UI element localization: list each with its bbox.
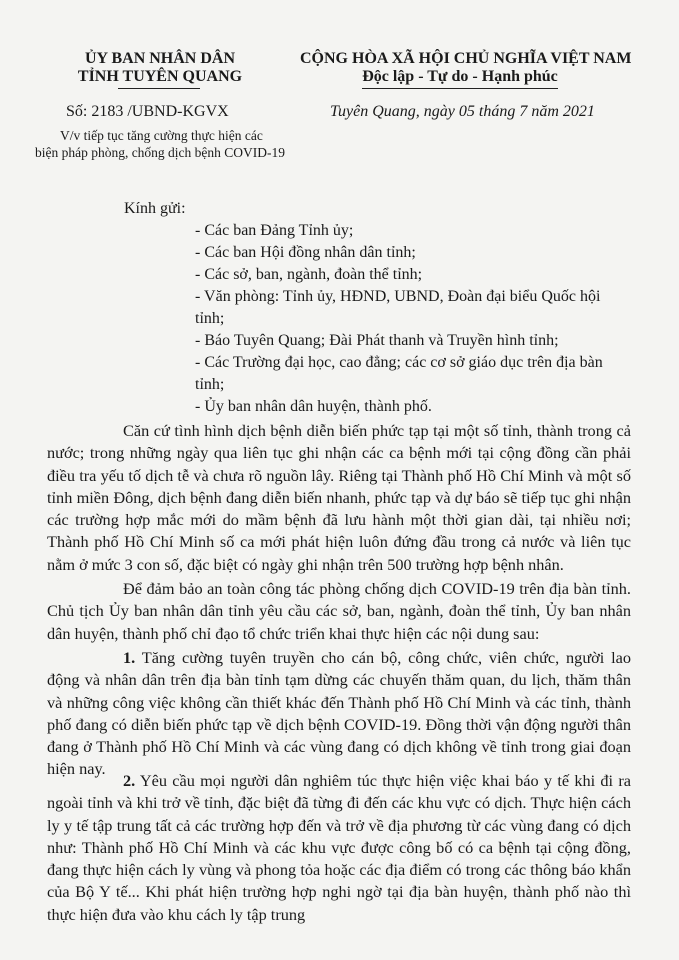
place-date: Tuyên Quang, ngày 05 tháng 7 năm 2021	[330, 103, 595, 120]
issuer-line2: TỈNH TUYÊN QUANG	[77, 68, 243, 85]
recipient-item: - Văn phòng: Tỉnh ủy, HĐND, UBND, Đoàn đại biểu Quốc hội	[195, 288, 601, 305]
item-text: Tăng cường tuyên truyền cho cán bộ, công chức, viên chức, người lao động và nhân dân trên địa bàn tỉnh tạm dừng các chuyến thăm quan, du lịch, thăm thân và những công việc không cần thiết khác đến Thành phố Hồ Chí Minh và các tỉnh, thành phố đang có diễn biến phức tạp về dịch bệnh COVID-19. Đồng thời vận động người thân đang ở Thành phố Hồ Chí Minh và các vùng đang có dịch không về tỉnh trong giai đoạn hiện nay.	[47, 648, 631, 779]
paragraph-context: Căn cứ tình hình dịch bệnh diễn biến phức tạp tại một số tỉnh, thành trong cả nước; trong những ngày qua liên tục ghi nhận các ca bệnh mới tại cộng đồng cần phải điều tra yếu tố dịch tễ và chưa rõ nguồn lây. Riêng tại Thành phố Hồ Chí Minh và một số tỉnh miền Đông, dịch bệnh đang diễn biến nhanh, phức tạp và dự báo sẽ tiếp tục ghi nhận các trường hợp mắc mới do mầm bệnh đã lưu hành một thời gian dài, tại nhiều nơi; Thành phố Hồ Chí Minh số ca mới phát hiện luôn đứng đầu trong cả nước và liên tục nằm ở mức 3 con số, đặc biệt có ngày ghi nhận trên 500 trường hợp bệnh nhân.	[47, 421, 631, 574]
paragraph-item-1	[47, 647, 631, 781]
item-text: Yêu cầu mọi người dân nghiêm túc thực hiện việc khai báo y tế khi đi ra ngoài tỉnh và khi trở về tỉnh, đặc biệt đã từng đi đến các khu vực có dịch. Thực hiện cách ly y tế tập trung tất cả các trường hợp đến và trở về địa phương từ các vùng đang có dịch như: Thành phố Hồ Chí Minh và các khu vực được công bố có ca bệnh tại cộng đồng, đang thực hiện cách ly vùng và phong tỏa hoặc các địa điểm có trong các thông báo khẩn của Bộ Y tế... Khi phát hiện trường hợp nghi ngờ tại địa bàn huyện, thành phố nào thì thực hiện đưa vào khu cách ly tập trung	[47, 771, 631, 924]
recipient-item: - Ủy ban nhân dân huyện, thành phố.	[195, 398, 432, 415]
recipient-item: tỉnh;	[195, 376, 225, 393]
recipient-item: tỉnh;	[195, 310, 225, 327]
recipient-item: - Các ban Hội đồng nhân dân tỉnh;	[195, 244, 416, 261]
item-number: 1.	[123, 648, 136, 667]
recipient-item: - Báo Tuyên Quang; Đài Phát thanh và Truyền hình tỉnh;	[195, 332, 559, 349]
item-number: 2.	[123, 771, 136, 790]
issuer-underline	[118, 88, 200, 89]
recipient-item: - Các sở, ban, ngành, đoàn thể tỉnh;	[195, 266, 423, 283]
greeting: Kính gửi:	[124, 200, 186, 217]
recipient-item: - Các Trường đại học, cao đẳng; các cơ sở giáo dục trên địa bàn	[195, 354, 603, 371]
national-title: CỘNG HÒA XÃ HỘI CHỦ NGHĨA VIỆT NAM	[300, 50, 632, 67]
paragraph-item-2	[47, 770, 631, 926]
national-motto: Độc lập - Tự do - Hạnh phúc	[362, 68, 558, 85]
subject-line2: biện pháp phòng, chống dịch bệnh COVID-19	[34, 145, 286, 160]
recipient-item: - Các ban Đảng Tỉnh ủy;	[195, 222, 354, 239]
motto-underline	[362, 88, 558, 89]
document-number: Số: 2183 /UBND-KGVX	[66, 103, 229, 120]
subject-line1: V/v tiếp tục tăng cường thực hiện các	[60, 128, 263, 143]
paragraph-directive: Để đảm bảo an toàn công tác phòng chống dịch COVID-19 trên địa bàn tỉnh. Chủ tịch Ủy ban nhân dân tỉnh yêu cầu các sở, ban, ngành, đoàn thể tỉnh, Ủy ban nhân dân huyện, thành phố chỉ đạo tổ chức triển khai thực hiện các nội dung sau:	[47, 579, 631, 643]
issuer-line1: ỦY BAN NHÂN DÂN	[84, 50, 236, 67]
